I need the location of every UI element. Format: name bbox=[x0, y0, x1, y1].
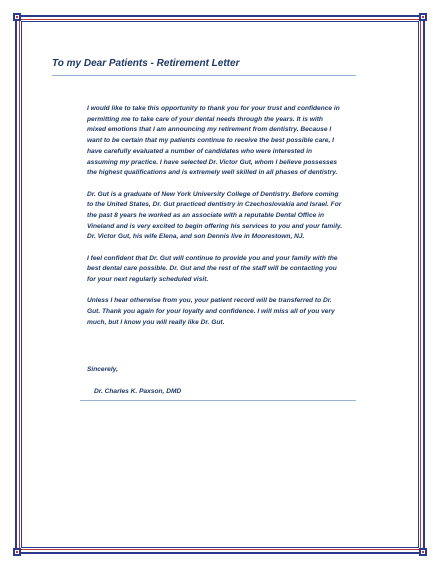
letter-title: To my Dear Patients - Retirement Letter bbox=[52, 58, 240, 69]
paragraph-3: I feel confident that Dr. Gut will continue to provide you and your family with the best dental care possible. Dr. Gut and the rest of the staff will be contacting you for your next regularly scheduled visit. bbox=[87, 254, 338, 284]
paragraph-4: Unless I hear otherwise from you, your patient record will be transferred to Dr. Gut. Thank you again for your loyalty and confidence. I will miss all of you very much, but I know you will really like Dr. Gut. bbox=[87, 297, 335, 326]
paragraph-1: I would like to take this opportunity to thank you for your trust and confidence in permitting me to take care of your dental needs through the years. It is with mixed emotions that I am announcing my retirement from dentistry. Because I want to be certain that my patients continue to receive the best possible care, I have carefully evaluated a number of candidates who were interested in assuming my practice. I have selected Dr. Victor Gut, whom I believe possesses the highest qualifications and is extremely well skilled in all phases of dentistry. bbox=[87, 105, 340, 177]
corner-ornament-top-right bbox=[419, 13, 427, 21]
closing-salutation: Sincerely, bbox=[87, 366, 118, 373]
title-divider bbox=[52, 75, 356, 76]
corner-ornament-bottom-left bbox=[13, 548, 21, 556]
corner-ornament-top-left bbox=[13, 13, 21, 21]
letter-body bbox=[87, 104, 357, 339]
corner-ornament-bottom-right bbox=[419, 548, 427, 556]
paragraph-2: Dr. Gut is a graduate of New York University College of Dentistry. Before coming to the United States, Dr. Gut practiced dentistry in Czechoslovakia and Israel. For the past 8 years he worked as an associate with a reputable Dental Office in Vineland and is very excited to begin offering his services to you and your family. Dr. Victor Gut, his wife Elena, and son Dennis live in Moorestown, NJ. bbox=[87, 190, 343, 241]
signature-name: Dr. Charles K. Paxson, DMD bbox=[94, 388, 182, 395]
signature-divider bbox=[80, 400, 356, 401]
